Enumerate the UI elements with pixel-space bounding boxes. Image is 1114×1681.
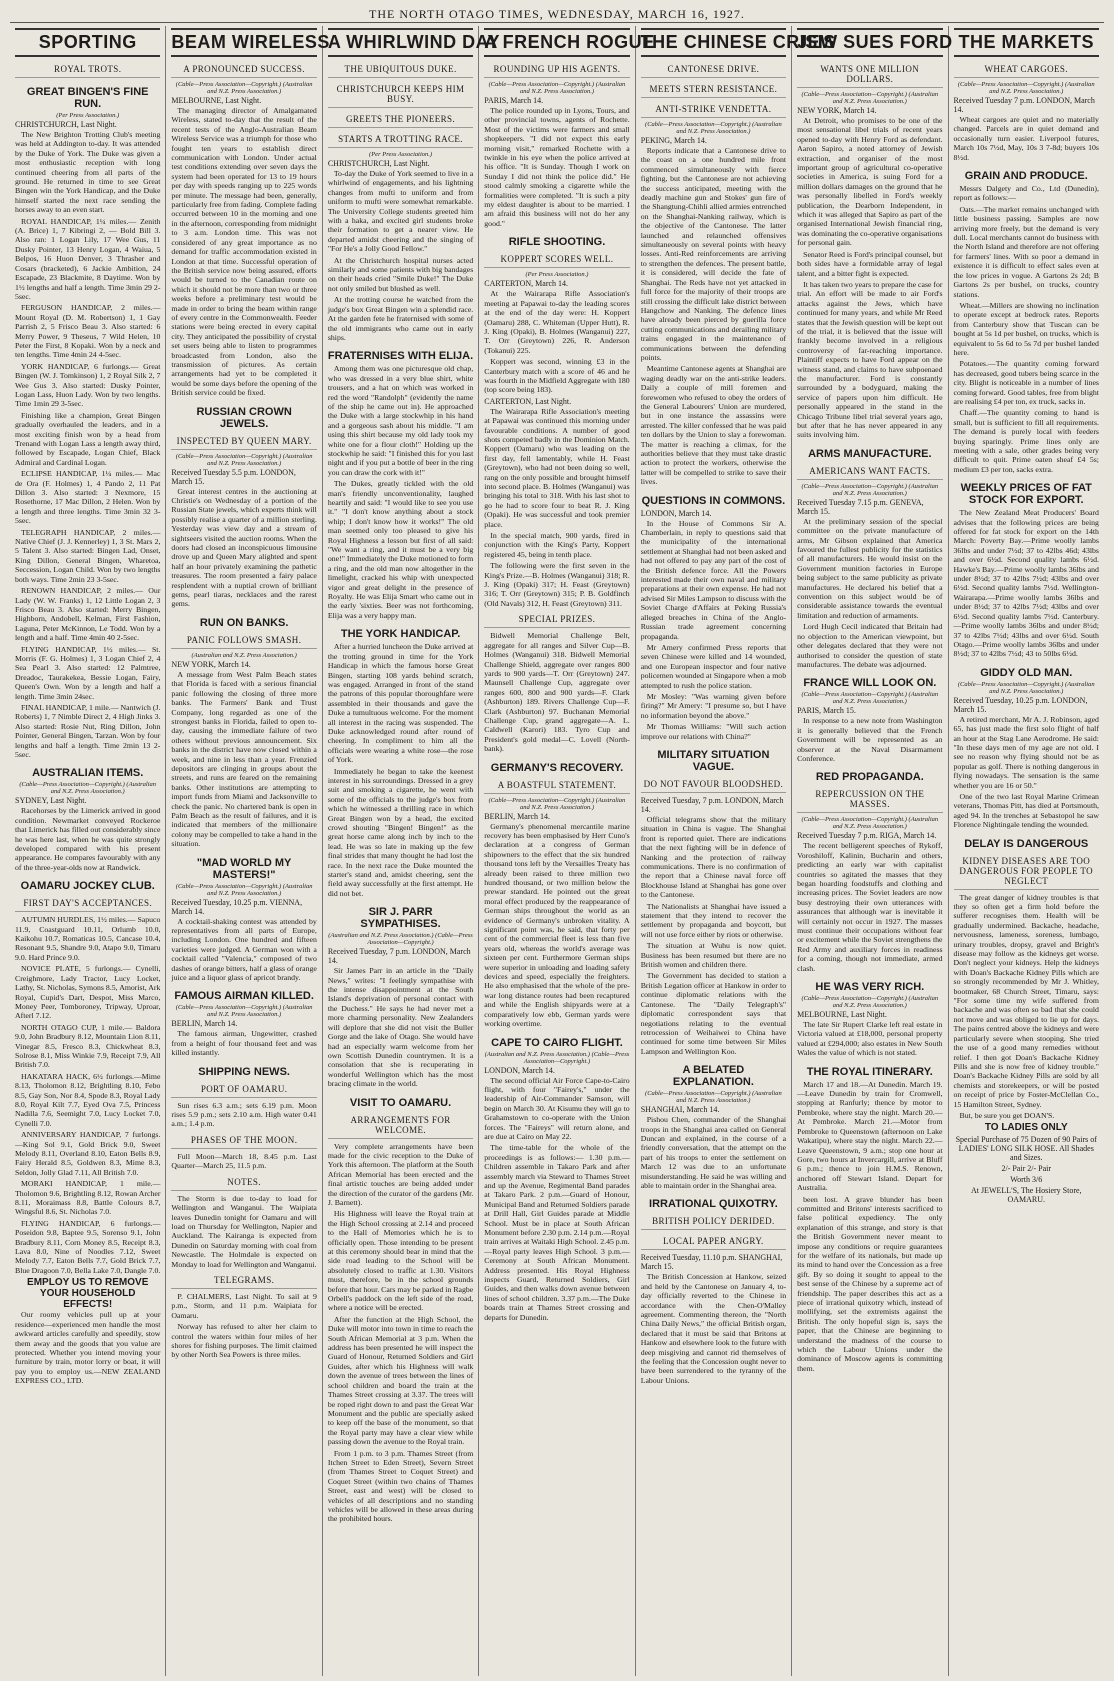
column-banner: SPORTING	[15, 28, 160, 57]
dateline: LONDON, March 14.	[640, 508, 712, 518]
article-paragraph: Bidwell Memorial Challenge Belt, aggregate for all ranges and Silver Cup—B. Holmes (Wanganui) 318. Bidwell Memorial Challenge Shield, aggregate over ranges 800 yards to 900 yards—T. Orr (Greytown) 247. Maunsell Challenge Cup, aggregate over ranges 600, 800 and 900 yards—F. Clark (Ashburton) 189. Rivers Challenge Cup—F. Clark (Ashburton) 97. Buchanan Memorial Challenge Cup, grand aggregate—A. L. Caldwell (Karori) 183. Tyro Cup and President's gold medal—C. Lovell (North-bank).	[484, 631, 630, 754]
subheading: KIDNEY DISEASES ARE TOO DANGEROUS FOR PEOPLE TO NEGLECT	[954, 853, 1099, 890]
article-heading: GREAT BINGEN'S FINE RUN.	[26, 86, 149, 110]
article-paragraph: Koppert was second, winning £3 in the Canterbury match with a score of 46 and he was fourth in the Midfield Aggregate with 180 (top score being 183).	[484, 357, 630, 395]
credit-line: (Cable—Press Association—Copyright.) (Australian and N.Z. Press Association.)	[175, 882, 313, 897]
article-paragraph: Mr Amery confirmed Press reports that seven Chinese were killed and 14 wounded, and one European inspector and four native policemen wounded at Singapore when a mob attempted to rush the police station.	[640, 642, 787, 690]
subheading: PANIC FOLLOWS SMASH.	[171, 632, 316, 649]
article-paragraph: The Government has decided to station a British Legation officer at Hankow in order to continue diplomatic relations with the Cantonese. The "Daily Telegraph's" diplomatic correspondent says that negotiations relating to the eventual retrocession of Weihaiwei to China have continued for some time between Sir Miles Lampson and Wellington Koo.	[640, 971, 787, 1056]
dateline: CHRISTCHURCH, Last Night.	[15, 120, 117, 129]
article-paragraph: Pishou Chen, commander of the Shanghai troops in the Shanghai area called on General Duncan and explained, in the course of a friendly conversation, that the attempt on the part of his troops to enter the settlement on March 12 was due to an unfortunate misunderstanding. He said he was willing and able to maintain order in the Shanghai area.	[640, 1115, 787, 1190]
article-heading: SIR J. PARR SYMPATHISES.	[360, 906, 441, 931]
column-3	[323, 26, 501, 1676]
credit-line: (Per Press Association.)	[525, 271, 589, 279]
article-paragraph: Chaff.—The quantity coming to hand is small, but is sufficient to fill all requirements. The demand is purely local with feeders buying sparingly. Prime lines only are meeting with a sale, other grades being very difficult to quit. Prime oaten sheaf £4 5s; medium £3 per ton, sacks extra.	[953, 408, 1099, 474]
column-banner: THE CHINESE CRISIS	[641, 28, 786, 57]
dateline: Received Tuesday, 10.25 p.m. LONDON, March 15.	[953, 695, 1088, 714]
article-paragraph: RENOWN HANDICAP, 2 miles.— Our Lady (W. W. Franks) 1, 12 Little Logan 2, 3 Frisco Beau 3. Also started: Merry Bingen, Highborn, Andobell, Kelman, First Fashion, Laguna, Peter McKinnon, Le Todd. Won by a length and a half. Time 4min 40 2-5sec.	[15, 586, 161, 643]
dateline: CARTERTON, March 14.	[484, 279, 569, 289]
column-banner: JEW SUES FORD	[797, 28, 942, 57]
article-heading: OAMARU JOCKEY CLUB.	[20, 880, 155, 893]
dateline: MELBOURNE, Last Night.	[797, 1010, 887, 1020]
dateline: CARTERTON, Last Night.	[484, 396, 572, 406]
article-paragraph: At the Christchurch hospital nurses acted similarly and some patients with big bandages on their heads cried "Smile Duke!" The Duke not only smiled but blushed as well.	[327, 255, 474, 293]
dateline: BERLIN, March 14.	[484, 811, 551, 821]
article-paragraph: FLYING HANDICAP, 1½ miles.— St. Morris (F. G. Holmes) 1, 3 Logan Chief 2, 4 Sea Pearl 3. Also started: 12 Palmtree, Dreadoc, Taurakekea, Bessie Logan, Fairy, Queen's Own. Won by a length and half a length. Time 3min 24sec.	[15, 644, 161, 701]
subheading: CHRISTCHURCH KEEPS HIM BUSY.	[328, 81, 473, 108]
article-paragraph: The New Zealand Meat Producers' Board advises that the following prices are being offered for fat stock for export on the 14th March: Poverty Bay.—Prime woolly lambs 36lbs and under 7½d; 37 to 42lbs 46d; 43lbs and over 6½d. Second quality lambs 6½d. Hawke's Bay.—Prime woolly lambs 36lbs and under 8½d; 37 to 42lbs 7½d; 43lbs and over 6½d. Second quality lambs 7½d. Wellington-Wairarapa.—Prime woolly lambs 36lbs and under 8½d; 37 to 42lbs 7½d; 43lbs and over 6½d. Second quality lambs 7½d. Canterbury.—Prime woolly lambs 36lbs and under 8½d; 37 to 42lbs 7½d; 43lbs and over 6½d. South Otago.—Prime woolly lambs 36lbs and under 8½d; 37 to 42lbs 7½d; 43 to 50lbs 6½d.	[953, 508, 1099, 659]
article-paragraph: One of the two last Royal Marine Crimean veterans, Thomas Pitt, has died at Portsmouth, aged 94. In the trenches at Sebastopol he saw Florence Nightingale tending the wounded.	[953, 791, 1099, 830]
advert-title: TO LADIES ONLY	[984, 1122, 1068, 1134]
dateline: SYDNEY, Last Night.	[15, 796, 87, 806]
article-paragraph: A retired merchant, Mr A. J. Robinson, aged 65, has just made the first solo flight of half an hour at the Stag Lane Aerodrome. He said: "In these days men of my age are not old. I see no reason why flying should not be as popular as golf. There is nothing dangerous in flying nowadays. The sensation is the same whether you are 16 or 50."	[953, 714, 1099, 790]
article-paragraph: Meantime Cantonese agents at Shanghai are waging deadly war on the anti-strike leaders. Daily a couple of mill foremen and forewomen who refused to obey the orders of the General Labourers' Union are murdered, but in one instance the assassins were arrested. The killer confessed that he was paid ten dollars by the Union to slay a forewoman. The matter is reaching a climax, for the authorities believe that they must take drastic action to protect the workers, otherwise the latter will be compelled to strike to save their lives.	[640, 364, 787, 487]
article-paragraph: TELEGRAPH HANDICAP, 2 miles.— Native Chief (J. J. Kennerley) 1, 3 St. Mars 2, 5 Talent 3. Also started: Bingen Lad, Onset, King Dillon, General Bingen, Wharetoa, Seccession, Logan Child. Won by two lengths both ways. Time 2min 23 3-5sec.	[15, 527, 161, 584]
article-paragraph: At the trotting course he watched from the judge's box Great Bingen win a splendid race. At the garden fete he fraternised with some of the old immigrants who came out in early ships.	[327, 295, 474, 342]
article-paragraph: Our roomy vehicles pull up at your residence—experienced men handle the most awkward articles carefully and speedily, stow them away and the goods that you value are protected. Whether you intend moving your furniture by train, motor lorry or boat, it will pay you to employ us.—NEW ZEALAND EXPRESS CO., LTD.	[15, 1310, 161, 1386]
column-banner: A WHIRLWIND DAY	[328, 28, 473, 57]
article-paragraph: The Wairarapa Rifle Association's meeting at Papawai was continued this morning under favourable conditions. A number of good shots competed badly in the Dominion Match. Koppert (Oamaru) who was leading on the first day, fell lamentably, while H. Feast (Greytown), who had not been doing so well, rang on the only possible and brought himself into second place. B. Holmes (Wanganui) was bringing his total to 318. With his last shot to go he had to score four to beat R. J. King (Opaki). He was successful and took premier place.	[484, 406, 630, 529]
article-paragraph: In the special match, 900 yards, fired in conjunction with the King's Party, Koppert registered 45, being in tenth place.	[484, 531, 630, 559]
article-paragraph: Wheat cargoes are quiet and no materially changed. Parcels are in quiet demand and occasionally turn easier. Liverpool futures, March 10s 7½d, May, 10s 3 7-8d; buyers 10s 8½d.	[953, 115, 1099, 162]
article-paragraph: Potatoes.—The quantity coming forward has decreased, good tubers being scarce in the city. Blight is noticeable in a number of lines coming forward. Good tables, free from blight are realising £4 per ton, ex truck, sacks in.	[953, 359, 1099, 406]
dateline: BERLIN, March 14.	[171, 1019, 238, 1029]
dateline: NEW YORK, March 14.	[171, 659, 251, 669]
article-paragraph: After a hurried luncheon the Duke arrived at the trotting ground in time for the York Handicap in which the famous horse Great Bingen, starting 108 yards behind scratch, was engaged. Arranged in front of the stand the patrons of this popular thoroughfare were assembled in their thousands and gave the Duke a tumultuous welcome. For the moment all interest in the racing was suspended. The Duke acknowledged round after round of cheering. In compliment to him all the officials were wearing a white rose—the rose of York.	[327, 642, 474, 765]
credit-line: (Cable—Press Association—Copyright.) (Australian and N.Z. Press Association.)	[488, 81, 626, 95]
article-paragraph: Lord Hugh Cecil indicated that Britain had no objection to the American viewpoint, but other delegates declared that they were not authorised to consider the question of state manufactures. The debate was adjourned.	[797, 622, 943, 669]
article-heading: "MAD WORLD MY MASTERS!"	[196, 856, 292, 881]
article-heading: ARMS MANUFACTURE.	[808, 447, 932, 460]
credit-line: (Cable—Press Association—Copyright.) (Australian and N.Z. Press Association.)	[645, 121, 782, 135]
article-heading: FAMOUS AIRMAN KILLED.	[174, 990, 314, 1003]
subheading: PORT OF OAMARU.	[171, 1081, 316, 1098]
article-heading: RUN ON BANKS.	[199, 616, 289, 629]
article-paragraph: The following were the first seven in the King's Prize.—B. Holmes (Wanganui) 318; R. J. King (Opaki) 317; H. Feast (Greytown) 316; T. Orr (Greytown) 315; P. B. Goldfinch (Old Navals) 312, H. Feast (Greytown) 311.	[484, 561, 630, 608]
article-paragraph: Germany's phenomenal mercantile marine recovery has been emphasised by Herr Cuno's declaration at a congress of German shipowners to the effect that the six hundred thousand tons left by the Versailles Treaty has already been raised to three million two hundred thousand, or two million below the prewar standard. He pointed out the great moral effect produced by the reappearance of German ships throughout the world as an evidence of Germany's unbroken vitality. A significant point was, he said, that forty per cent of the commercial fleet is less than five years old, whereas the world's average was sixteen per cent. Furthermore German ships were superior in unloading and loading safety devices and speed, especially the freighters. He also emphasised that the whole of the pre-war long distance routes had been recaptured and while the English shipyards were at a comparatively low ebb, German yards were working overtime.	[484, 821, 630, 1029]
article-paragraph: Senator Reed is Ford's principal counsel, but both sides have a formidable array of legal talent, and a bitter fight is expected.	[797, 249, 943, 278]
article-paragraph: FLYING HANDICAP, 6 furlongs.— Poseidon 9.8, Baptee 9.5, Sorenso 9.1, John Bradbury 8.11, Corn Money 8.5, Receipt 8.3, Lava 8.0, Nine of Noodles 7.12, Sweet Melody 7.7, Eaton Bells 7.7, Gold Brick 7.7, Blue Dragoon 7.0, Bella Lake 7.0, Dangle 7.0.	[15, 1218, 161, 1275]
dateline: Received Tuesday, 10.25 p.m. VIENNA, March 14.	[171, 897, 303, 916]
article-paragraph: FERGUSON HANDICAP, 2 miles.— Mount Royal (D. M. Robertson) 1, 1 Gay Parrish 2, 5 Frisco Beau 3. Also started: 6 Merry Power, 9 Theseus, 7 Wild Helen, 10 Peter the First, 8 Kopaki. Won by a neck and ten lengths. Time 4min 24 4-5sec.	[15, 303, 161, 360]
dateline: Received Tuesday 7 p.m. RIGA, March 14.	[797, 831, 937, 841]
article-paragraph: Sir James Parr in an article in the "Daily News," writes: "I feelingly sympathise with the intense disappointment at the South Island's deprivation of personal contact with the Duchess." He says he had never met a more charming personality. New Zealanders will deplore that she did not visit the Buller Gorge and the lake of Otago. She would have had an especially warm welcome from her own Scottish Dunedin countrymen. It is a consolation that she is recuperating in wonderful Wellington which has the most bracing climate in the world.	[327, 966, 474, 1089]
article-paragraph: At the Wairarapa Rifle Association's meeting at Papawai to-day the leading scores at the end of the day were: H. Koppert (Oamaru) 288, C. Whiteman (Upper Hutt), R. J. King (Opaki), B. Holmes (Wanganui) 227, T. Orr (Greytown) 226, R. Anderson (Tokanui) 225.	[484, 289, 630, 355]
subheading: A BOASTFUL STATEMENT.	[484, 777, 629, 794]
credit-line: (Cable—Press Association—Copyright.) (Australian and N.Z. Press Association.)	[488, 796, 626, 811]
article-paragraph: The Nationalists at Shanghai have issued a statement that they intend to recover the settlement by propaganda and boycott, but will not use force either by riots or otherwise.	[640, 901, 787, 939]
credit-line: (Cable—Press Association—Copyright.) (Australian and N.Z. Press Association.)	[801, 995, 939, 1010]
subheading: ARRANGEMENTS FOR WELCOME.	[328, 1112, 473, 1139]
dateline: PARIS, March 14.	[484, 96, 544, 105]
article-paragraph: The great danger of kidney troubles is that they so often get a firm hold before the sufferer recognises them. Health will be gradually undermined. Backache, headache, nervousness, lameness, soreness, lumbago, urinary troubles, dropsy, gravel and Bright's disease may follow as the kidneys get worse. Don't neglect your kidneys. Help the kidneys with Doan's Backache Kidney Pills which are so strongly recommended by Mr J. Whitley, bootmaker, 68 Church Street, Timaru, says: "For some time my wife suffered from backache and was often so bad that she could not move and was obliged to lie up for days. The pains centred above the kidneys and were particularly severe when stooping. She tried the use of a good many remedies without relief. I then got Doan's Backache Kidney Pills and she is now free of kidney trouble." Doan's Backache Kidney Pills are sold by all chemists and storekeepers, or will be posted on receipt of price by Foster-McClellan Co., 15 Hamilton Street, Sydney.	[953, 892, 1099, 1109]
article-paragraph: Oats.—The market remains unchanged with little business passing. Samples are now arriving more freely, but the demand is very dull. Local merchants cannot do business with the North Island and therefore are not offering for farmers' lines. With so poor a demand in existence it is difficult to effect sales even at the low prices in vogue. A Gartons 2s 2d; B Gartons 2s per bushel, on trucks, country stations.	[953, 204, 1099, 299]
article-paragraph: AUTUMN HURDLES, 1½ miles.— Sapuco 11.9, Coastguard 10.11, Orlumb 10.0, Kaikohu 10.7, Romaticas 10.5, Cancase 10.4, Resonant 9.5, Shandre 9.0, Atapo 9.0, Timaru 9.0. Hard Prince 9.0.	[15, 915, 161, 962]
article-heading: CAPE TO CAIRO FLIGHT.	[491, 1036, 623, 1049]
subheading: ROYAL TROTS.	[15, 61, 160, 78]
article-heading: DELAY IS DANGEROUS	[964, 837, 1089, 850]
article-paragraph: Racehorses by the Limerick arrived in good condition. Newmarket conveyed Rockeroe that Limerick has filled out considerably since he was here last, when he was quite strongly developed compared with his present appearance. He compares favourably with any of the three-year-olds now at Randwick.	[15, 806, 161, 872]
article-paragraph: NORTH OTAGO CUP, 1 mile.— Baldora 9.0, John Bradbury 8.12, Mountain Lion 8.11, Vinegar 8.5, Fresco 8.3, Chickwheat 8.3, Solrose 8.1, Miss Winkie 7.9, Receipt 7.9, All British 7.0.	[15, 1022, 161, 1070]
dateline: Received Tuesday, 7 p.m. LONDON, March 14.	[327, 947, 471, 966]
article-paragraph: A cocktail-shaking contest was attended by representatives from all parts of Europe, including London. One hundred and fifteen varieties were judged. A German won with a cocktail called "Valencia," composed of two dashes of orange bitters, half a glass of orange juice and a liquor glass of apricot brandy.	[171, 916, 317, 983]
advert-line: At JEWELL'S, The Hosiery Store, OAMARU.	[970, 1186, 1082, 1205]
article-paragraph: His Highness will leave the Royal train at the High School crossing at 2.14 and proceed to the Hall of Memories which he is to officially open. Those intending to be present at this ceremony should bear in mind that the side road leading to the School will be absolutely closed to traffic at 1.30. Visitors must, therefore, be in the school grounds before that hour. Cars may be parked in Ragbe Orbell's paddock on the left side of the road, where a notice will be erected.	[327, 1209, 474, 1313]
article-paragraph: NOVICE PLATE, 5 furlongs.— Cynelli, Creighmore, Lady Tractor, Lucy Locket, Lathy, St. Nicholas, Symons 8.5, Amorist, Ark Royal, Cupid's Dart, Despot, Miss Marco, Money Peer, Tomboroney, Tripway, Uproar, Afterl 7.12.	[15, 964, 161, 1021]
article-paragraph: Reports indicate that a Cantonese drive to the coast on a one hundred mile front commenced simultaneously with fierce fighting, but the Cantonese are not achieving the success anticipated, meeting with the deadly machine gun and Stokes' gun fire of the Shangtung-Chihli allied armies entrenched on the Shanghai-Nanking railway, which is the objective of the Cantonese. The latter launched and relaunched offensives simultaneously on several points with heavy losses. Anti-Red reinforcements are arriving to strengthen the defences. The present battle, it is considered, will decide the fate of Shanghai. The Reds have not yet attacked in full force for the majority of their troops are still crossing the difficult lake district between Hangchow and Nanking. The defence lines have already been pierced by guerilla force cutting communications and derailing military trains engaged in the maintenance of communications between the defending points.	[640, 146, 787, 362]
article-heading: A BELATED EXPLANATION.	[672, 1064, 754, 1089]
article-paragraph: Very complete arrangements have been made for the civic reception to the Duke of York this afternoon. The platform at the South African Memorial has been erected and the final artistic touches are being added under the direction of the curator of the gardens (Mr. J. Barnett).	[327, 1141, 474, 1207]
column-banner: A FRENCH ROGUE	[484, 28, 629, 57]
credit-line: (Cable—Press Association—Copyright.) (Australian and N.Z. Press Association.)	[175, 81, 313, 95]
article-heading: GRAIN AND PRODUCE.	[964, 170, 1088, 183]
article-paragraph: ECLIPSE HANDICAP, 1¼ miles.— Mac de Ora (F. Holmes) 1, 4 Pando 2, 11 Pat Dillon 3. Also started: 3 Nexmore, 15 Rosethorne, 17 Mac Dillon, 2 Helen. Won by a length and three lengths. Time 3min 32 3-5sec.	[15, 469, 161, 526]
article-paragraph: A message from West Palm Beach states that Florida is faced with a serious financial panic following the closing of three more banks. The Farmers' Bank and Trust Company, long regarded as one of the strongest banks in Florida, failed to open to-day, causing the immediate failure of two others without previous announcement. Six banks in the district have now closed within a week, and nine in less than a year. Frenzied depositors are clinging in groups about the streets, and runs are feared on the remaining banks. Other institutions are attempting to import funds from Miami and Jacksonville to check the panic. No chartered bank is open in Palm Beach as the result of failures, and it is indicated that members of the millionaire colony may be compelled to take a hand in the situation.	[171, 669, 317, 849]
article-paragraph: March 17 and 18.—At Dunedin. March 19.—Leave Dunedin by train for Cromwell, stopping at Ranfurly; thence by motor to Pembroke, where stay the night. March 20.—At Pembroke. March 21.—Motor from Pembroke to Queenstown (afternoon on Lake Wakatipu), where stay the night. March 22.—Leave Queenstown, 9 a.m.; stop one hour at Gore, two hours at Invercargill, arrive at Bluff 6 p.m.; thence to join H.M.S. Renown, anchored off Stewart Island. Depart for Australia.	[797, 1079, 943, 1193]
column-4	[479, 26, 655, 1676]
article-paragraph: At the preliminary session of the special committee on the private manufacture of arms, Mr Gibson explained that America favoured the fullest publicity for the statistics of all manufacturers. He would insist on the Government munition factories in Europe being subject to the same publicity as private manufactures. He declared his belief that a convention on this subject would be of considerable assistance towards the eventual limitation and reduction of armaments.	[797, 516, 943, 620]
subheading: ANTI-STRIKE VENDETTA.	[641, 101, 786, 118]
column-7	[949, 26, 1104, 1676]
article-paragraph: The second official Air Force Cape-to-Cairo flight, with four "Fairey's," under the leadership of Air-Commander Samson, will begin on March 30. At Kisumu they will go to Grahamstown to co-operate with the Union forces. The "Faireys" will return alone, and are due at Cairo on May 22.	[484, 1075, 630, 1141]
article-paragraph: At Detroit, who promises to be one of the most sensational libel trials of recent years opened to-day with Henry Ford as defendant. Aaron Sapiro, a noted attorney of Jewish extraction, and organiser of the most important group of agricultural co-operative societies in America, is suing Ford for a million dollars damages on the ground that he was personally libelled in Ford's weekly publication, the Dearborn Independent, in which it was alleged that Sapiro as part of the organised International Jewish financial ring, was dominating the co-operative organisations for personal gain.	[797, 116, 943, 248]
article-heading: RED PROPAGANDA.	[815, 771, 924, 784]
subheading: GREETS THE PIONEERS.	[328, 111, 473, 128]
article-paragraph: The situation at Wuhu is now quiet. Business has been resumed but there are no British women and children there.	[640, 941, 787, 970]
article-paragraph: P. CHALMERS, Last Night. To sail at 9 p.m., Storm, and 11 p.m. Waipiata for Oamaru.	[171, 1291, 317, 1320]
article-paragraph: The late Sir Rupert Clarke left real estate in Victoria valued at £18,000, personal property valued at £294,000; also estates in New South Wales the value of which is not stated.	[797, 1020, 943, 1058]
article-heading: VISIT TO OAMARU.	[349, 1096, 452, 1109]
credit-line: (Per Press Association.)	[369, 151, 433, 158]
article-heading: IRRATIONAL QUIXOTRY.	[649, 1198, 778, 1211]
article-heading: RIFLE SHOOTING.	[508, 236, 606, 249]
article-paragraph: ROYAL HANDICAP, 1¼ miles.— Zenith (A. Brice) 1, 7 Kibringi 2, — Bold Bill 3. Also ran: 1 Logan Lily, 17 Wee Gus, 11 Dusky Pointer, 13 Henry Logan, 4 Waiua, 5 Belpos, 16 Huon Denver, 3 Thrasher and Cosars (bracketed), 6 Jackie Ambition, 24 Escapade, 23 Blackmite, 8 Daytime. Won by 1½ lengths and half a length. Time 3min 29 2-5sec.	[15, 216, 161, 301]
credit-line: (Australian and N.Z. Press Association.)	[191, 651, 297, 659]
article-heading: FRATERNISES WITH ELIJA.	[327, 350, 474, 363]
dateline: Received Tuesday 5.5 p.m. LONDON, March 15.	[171, 467, 296, 486]
credit-line: (Australian and N.Z. Press Association.) (Cable—Press Association—Copyright.)	[328, 932, 473, 947]
article-paragraph: MORAKI HANDICAP, 1 mile.— Tholomon 9.6, Brightling 8.12, Rowan Archer 8.11, Moraimass 8.8, Battle Colours 8.7, Wingsful 8.6, St. Nicholas 7.0.	[15, 1179, 161, 1217]
dateline: Received Tuesday 7 p.m. LONDON, March 14.	[953, 96, 1095, 114]
article-heading: THE ROYAL ITINERARY.	[806, 1065, 933, 1078]
dateline: Received Tuesday 7.15 p.m. GENEVA, March 15.	[797, 497, 924, 516]
article-paragraph: To-day the Duke of York seemed to live in a whirlwind of engagements, and his lightning changes from mufti to uniform and from uniform to mufti were somewhat remarkable. The University College students greeted him with a haka, and excited girl students broke their formation to get a nearer view. He departed amidst cheering and the singing of "For He's a Jolly Good Fellow."	[327, 169, 474, 254]
article-paragraph: Wheat.—Millers are showing no inclination to operate except at bedrock rates. Reports from Canterbury show that Tuscan can be bought at 5s 1d per bushel, on trucks, which is equivalent to 5s 6d to 5s 7d per bushel landed here.	[953, 300, 1099, 357]
article-paragraph: The British Concession at Hankow, seized and held by the Cantonese on January 4, to-day officially reverted to the Chinese in accordance with the Chen-O'Malley agreement. Commenting thereon, the "North China Daily News," the official British organ, declared that it must be said that Britons at Hankow and elsewhere look to the future with deep misgiving and cannot rid themselves of the feeling that the Concession ought never to have been surrendered to the tyranny of the Labour Unions.	[640, 1272, 787, 1385]
article-heading: GERMANY'S RECOVERY.	[490, 761, 624, 774]
article-paragraph: Norway has refused to alter her claim to control the waters within four miles of her shores for fishing purposes. The limit claimed by other North Sea Powers is three miles.	[171, 1322, 317, 1360]
article-heading: SHIPPING NEWS.	[198, 1065, 290, 1078]
article-paragraph: The Dukes, greatly tickled with the old man's friendly unconventionality, laughed heartily and said: "I would like to see you use it." "I don't know anything about a stock whip; I don't know how it works!" The old man seemed only too pleased to give his Royal Highness a lesson but first of all said: "We want a ring, and it must be a very big one!" Immediately the Duke motioned to form a ring, and the old man now altogether in the limelight, cracked his whip with unexpected vigor and great delight in the presence of Royalty. He was Elija Smart who came out in the early 'sixties. Beer was not forthcoming, Elija was a very happy man.	[327, 479, 474, 620]
advert-title: EMPLOY US TO REMOVE YOUR HOUSEHOLD EFFECTS!	[27, 1277, 149, 1311]
credit-line: (Australian and N.Z. Press Association.) (Cable—Press Association—Copyright.)	[484, 1050, 630, 1065]
column-1	[10, 26, 166, 1676]
article-paragraph: Sun rises 6.3 a.m.; sets 6.19 p.m. Moon rises 5.9 p.m.; sets 2.10 a.m. High water 0.41 a.m.; 1.4 p.m.	[171, 1100, 317, 1129]
article-heading: GIDDY OLD MAN.	[980, 666, 1073, 679]
subheading: MEETS STERN RESISTANCE.	[641, 81, 786, 98]
article-paragraph: Mr Mosley: "Was warning given before firing?" Mr Amery: "I presume so, but I have no information beyond the above."	[640, 691, 787, 720]
credit-line: (Cable—Press Association—Copyright.) (Australian and N.Z. Press Association.)	[801, 691, 939, 706]
credit-line: (Cable—Press Association—Copyright.) (Australian and N.Z. Press Association.)	[175, 452, 313, 467]
article-heading: RUSSIAN CROWN JEWELS.	[196, 405, 292, 430]
article-paragraph: In the House of Commons Sir A. Chamberlain, in reply to questions said that the municipality of the international settlement at Shanghai had not been asked and had not offered to pay any part of the cost of the British defence force. All the Powers interested made their own naval and military preparations at their own expense. He had not advised Sir Miles Lampson to discuss with the Soviet Charge d'Affairs at Peking Russia's alleged breaches in China of the Anglo-Russian trade agreement concerning propaganda.	[640, 518, 787, 641]
article-paragraph: Full Moon—March 18, 8.45 p.m. Last Quarter—March 25, 11.5 p.m.	[171, 1151, 317, 1171]
column-6	[792, 26, 953, 1676]
credit-line: (Cable—Press Association—Copyright.) (Australian and N.Z. Press Association.)	[175, 1004, 313, 1019]
column-banner: THE MARKETS	[954, 28, 1099, 57]
subheading: CANTONESE DRIVE.	[641, 61, 786, 78]
subheading: THE UBIQUITOUS DUKE.	[328, 61, 473, 78]
dateline: NEW YORK, March 14.	[797, 106, 877, 115]
article-paragraph: After the function at the High School, the Duke will motor into town in time to reach the South African Memorial at 3 p.m. When the address has been presented he will inspect the Guard of Honour, Returned Soldiers and Girl Guides, after which his Highness will walk down the avenue of trees between the lines of school children and board the train at the Thames Street crossing at 3.37. The trees will be roped right down to and past the Great War Monument and the public are specially asked to keep off the base of the monument, so that the Royal party may have a clear view while passing down the avenue to the Royal train.	[327, 1314, 474, 1447]
dateline: CHRISTCHURCH, Last Night.	[327, 159, 430, 168]
article-paragraph: The Storm is due to-day to load for Wellington and Wanganui. The Waipiata leaves Dunedin tonight for Oamaru and will load on Thursday for Wellington, Napier and Auckland. The Kairanga is expected from Dunedin on Saturday morning with coal from Newcastle. The Holmdale is expected on Monday to load for Wellington and Wanganui.	[171, 1193, 317, 1269]
dateline: SHANGHAI, March 14.	[640, 1105, 720, 1115]
article-paragraph: Finishing like a champion, Great Bingen gradually overhauled the leaders, and in a most exciting finish won by a head from Trenand with Logan Lass a length away third, followed by Escapade, Logan Chief, Black Admiral and Cardinal Logan.	[15, 410, 161, 467]
article-paragraph: ANNIVERSARY HANDICAP, 7 furlongs.—King Sol 9.1, Gold Brick 9.0, Sweet Melody 8.11, Overland 8.10, Eaton Bells 8.9, Fairy Herald 8.5, Goldwen 8.3, Mime 8.3, Seldon, Jolly Glad 7.11, All British 7.0.	[15, 1130, 161, 1177]
credit-line: (Per Press Association.)	[56, 112, 120, 119]
subheading: SPECIAL PRIZES.	[484, 611, 629, 628]
article-paragraph: But, be sure you get DOAN'S.	[959, 1110, 1055, 1120]
credit-line: (Cable—Press Association—Copyright.) (Australian and N.Z. Press Association.)	[645, 1090, 782, 1105]
subheading: FIRST DAY'S ACCEPTANCES.	[15, 895, 160, 912]
article-heading: HE WAS VERY RICH.	[815, 981, 925, 994]
credit-line: (Cable—Press Association—Copyright.) (Australian and N.Z. Press Association.)	[957, 81, 1095, 95]
article-paragraph: The managing director of Amalgamated Wireless, stated to-day that the result of the recent tests of the Anglo-Australian Beam Wireless Service was a triumph for those who fought ten years to establish direct communication with London. Under actual test conditions extending over seven days the system had been operated for 13 to 19 hours per day with speeds ranging up to 225 words per minute. The message had been, generally, particularly free from fading. Complete fading occurred between 10 in the morning and one in the afternoon, corresponding from midnight to 3 a.m. London time. This was not considered of any great importance as no demand for traffic accommodation existed in London at that time. Successful operation of the British service now being assured, efforts would be turned to the Canadian route on which it should not be more than two or three weeks before a preliminary test would be made in order to bring the beam within range of every centre in the Commonwealth. Feeder stations were being erected in every capital city. They anticipated the possibility of crystal set users being able to listen to programmes broadcasted from London, also the transmission of pictures. As certain arrangements had yet to be completed it would be some days before the opening of the British service could be fixed.	[171, 106, 317, 398]
subheading: TELEGRAMS.	[171, 1272, 316, 1289]
subheading: AMERICANS WANT FACTS.	[797, 463, 942, 480]
article-paragraph: The time-table for the whole of the proceedings is as follows:— 1.30 p.m.—Children assemble in Takaro Park and after assembly march via Steward to Thames Street and up the Avenue, Regimental Band parades at Takaro Park. 2 p.m.—Guard of Honour, Municipal Band and Returned Soldiers parade at Drill Hall, Girl Guides parade at Middle School. Must be in place at South African Monument before 2.30 p.m. 2.14 p.m.—Royal train arrives at Waitaki High School. 2.45 p.m.—Royal party leaves High School. 3 p.m.—Ceremony at South African Monument. Address presented. His Royal Highness inspects Guard, Returned Soldiers, Girl Guides, and then walks down avenue between lines of school children. 3.37 p.m.—The Duke boards train at Thames Street crossing and departs for Dunedin.	[484, 1143, 630, 1322]
article-paragraph: In response to a new note from Washington it is generally believed that the French Government will be represented as an observer at the Naval Disarmament Conference.	[797, 716, 943, 763]
dateline: PARIS, March 15.	[797, 706, 856, 716]
advert-line: Special Purchase of 75 Dozen of 90 Pairs of LADIES' LONG SILK HOSE. All Shades and Sizes.	[955, 1135, 1097, 1163]
subheading: STARTS A TROTTING RACE.	[328, 131, 473, 148]
dateline: Received Tuesday, 7 p.m. LONDON, March 14.	[640, 795, 784, 814]
credit-line: (Cable—Press Association—Copyright.) (Australian and N.Z. Press Association.)	[957, 680, 1095, 695]
article-paragraph: The recent belligerent speeches of Rykoff, Voroshiloff, Kalinin, Bucharin and others, predicting an early war with capitalist countries so agitated the masses that they began hoarding foodstuffs and clothing and increasing prices. The Soviet leaders are now busy destroying their own utterances with assurances that although war is inevitable it will certainly not occur in 1927. The masses must continue their occupations without fear or excitement while the Soviet strengthens the Red Army and auxiliary forces in readiness for a coming, though not immediate, armed clash.	[797, 841, 943, 973]
column-container	[10, 26, 1104, 1676]
advert-line: 2/- Pair 2/- Pair	[1001, 1164, 1052, 1174]
subheading: KOPPERT SCORES WELL.	[484, 251, 629, 268]
article-heading: QUESTIONS IN COMMONS.	[641, 494, 786, 507]
article-paragraph: YORK HANDICAP, 6 furlongs.— Great Bingen (W. J. Tomkinson) 1, 2 Royal Silk 2, 7 Wee Gus 3. Also started: Dusky Pointer, Logan Lass, Huon Lady. Won by two lengths. Time 1min 29 3-5sec.	[15, 361, 161, 409]
article-paragraph: Among them was one picturesque old chap, who was dressed in a very blue shirt, white trousers, and a hat on which was worked in red the word "Randolph" (evidently the name of the ship he came out in). He approached the Duke with a large stockwhip in his hand and a gorgeous sash about his middle. "I am using this shirt because my old lady took my white one for a flour cloth!" Holding up the stockwhip he said: "I finished this for you last night and if you put a bottle of beer in the ring you can draw the cork with it!"	[327, 364, 474, 477]
subheading: WANTS ONE MILLION DOLLARS.	[797, 61, 942, 88]
article-paragraph: FINAL HANDICAP, 1 mile.— Nantwich (J. Roberts) 1, 7 Nimble Direct 2, 4 High Jinks 3. Also started: Rosie Nut, Ring Dillon, John Pointer, General Bingen, Tarzan. Won by four lengths and half a length. Time 2min 13 2-5sec.	[15, 702, 161, 759]
article-paragraph: HAKATARA HACK, 6½ furlongs.—Mime 8.13, Tholomon 8.12, Brightling 8.10, Febo 8.5, Gay Son, Nor 8.4, Spode 8.3, Royal Lady 8.0, Royal Kilt 7.7, Eyed Ova 7.5, Princess Nadilla 7.6, Seemight 7.0, Lucy Locket 7.0, Cynelli 7.0.	[15, 1071, 161, 1128]
column-banner: BEAM WIRELESS	[171, 28, 316, 57]
article-paragraph: Messrs Dalgety and Co., Ltd (Dunedin), report as follows:—	[953, 184, 1099, 203]
credit-line: (Cable—Press Association—Copyright.) (Australian and N.Z. Press Association.)	[801, 482, 939, 497]
subheading: BRITISH POLICY DERIDED.	[641, 1213, 786, 1230]
dateline: Received Tuesday, 11.10 p.m. SHANGHAI, March 15.	[640, 1253, 783, 1272]
article-paragraph: Mr Thomas Williams: "Will such action improve our relations with China?"	[640, 722, 787, 741]
subheading: REPERCUSSION ON THE MASSES.	[797, 786, 942, 813]
article-paragraph: From 1 p.m. to 3 p.m. Thames Street (from Itchen Street to Eden Street), Severn Street (from Thames Street to Coquet Street) and Coquet Street (within two chains of Thames Street, east and west) will be closed to vehicles of all descriptions and no standing vehicles will be allowed in these areas during the prohibited hours.	[327, 1448, 474, 1524]
article-paragraph: The New Brighton Trotting Club's meeting was held at Addington to-day. It was attended by the Duke of York. The Duke was given a most enthusiastic reception with long continued cheering from all parts of the ground. He returned in time to see Great Bingen win the York Handicap, and the Duke himself started the next race sending the horses away to an even start.	[15, 130, 161, 215]
article-heading: WEEKLY PRICES OF FAT STOCK FOR EXPORT.	[960, 482, 1092, 507]
article-paragraph: It has taken two years to prepare the case for trial. An effort will be made to air Ford's attacks against the Jews, which have continued for many years, and while Mr Reed states that the Jewish question will be kept out of the trial, it is believed that the issue will frankly become involved in a religious controversy of far-reaching importance. Plaintiff expects to have Ford appear on the witness stand, and claims to have subpoenaed the manufacturer. Ford is constantly surrounded by a bodyguard, making the service of papers upon him difficult. He personally appeared in the stand in the Chicago Tribune libel trial several years ago, but after that he has never appeared in any suits involving him.	[797, 279, 943, 440]
subheading: A PRONOUNCED SUCCESS.	[171, 61, 316, 78]
advert-line: Worth 3/6	[1010, 1175, 1043, 1185]
subheading: PHASES OF THE MOON.	[171, 1132, 316, 1149]
subheading: DO NOT FAVOUR BLOODSHED.	[641, 776, 786, 793]
article-paragraph: The famous airman, Ungewitter, crashed from a height of four thousand feet and was killed instantly.	[171, 1029, 317, 1058]
subheading: NOTES.	[171, 1174, 316, 1191]
article-heading: FRANCE WILL LOOK ON.	[803, 677, 937, 690]
article-heading: MILITARY SITUATION VAGUE.	[657, 748, 770, 773]
masthead: THE NORTH OTAGO TIMES, WEDNESDAY, MARCH 16, 1927.	[10, 6, 1104, 23]
article-paragraph: Official telegrams show that the military situation in China is vague. The Shanghai front is reported quiet. There are indications that the next fighting will be in defence of Nanking and the protection of railway communications. There is no confirmation of the report that a Chinese naval force off Blockhouse Island at Shanghai has gone over to the Cantonese.	[640, 814, 787, 900]
dateline: PEKING, March 14.	[640, 136, 707, 145]
dateline: LONDON, March 14.	[484, 1065, 555, 1075]
article-paragraph: Immediately he began to take the keenest interest in his surroundings. Dressed in a grey suit and smoking a cigarette, he went with some of the officials to the judge's box from which he witnessed a thrilling race in which Great Bingen won by a head, the excited crowd shouting "Bingen! Bingen!" as the great horse came along inch by inch to the lead. He was so late in making up the few final strides that many thought he had lost the race. In the next race the Duke mounted the starter's stand and, amidst cheering, sent the field away successfully at the first attempt. He did not bet.	[327, 766, 474, 898]
column-2	[166, 26, 330, 1676]
article-paragraph: The police rounded up in Lyons, Tours, and other provincial towns, agents of Rochette. Most of the victims were farmers and small shopkeepers. "I did not expect this early morning visit," remarked Rochette with a twinkle in his eye when the police arrived at his office. "It is Sunday. Though I work on Sunday I did not think the police did." He stood calmly smoking a cigarette while the formalities were completed. "It is such a pity my eldest daughter is about to be married. I am afraid this business will not do her any good."	[484, 106, 630, 228]
article-paragraph: been lost. A grave blunder has been committed and Britons' interests sacrificed to false political expediency. The only explanation of this strange, and story is that the British Government never meant to impose any conditions or require guarantees for the welfare of its nationals, but made up its mind to hand over the Concession as a free gift. By so doing it sought to appeal to the best sense of the Chinese by a supreme act of friendship. The paper describes this act as a piece of irrational quixotry which, instead of mollifying, set the extremists against the British. The only hopeful sign is, says the paper, that the Chinese are beginning to understand the madness of the course to which the Labour Unions under the dominance of Moscow agents is committing them.	[797, 1194, 943, 1373]
article-heading: THE YORK HANDICAP.	[340, 628, 461, 641]
credit-line: (Cable—Press Association—Copyright.) (Australian and N.Z. Press Association.)	[19, 781, 157, 796]
subheading: LOCAL PAPER ANGRY.	[641, 1233, 786, 1250]
subheading: WHEAT CARGOES.	[954, 61, 1099, 78]
article-paragraph: Great interest centres in the auctioning at Christie's on Wednesday of a portion of the Russian State jewels, which experts think will possibly realise a quarter of a million sterling. Yesterday was view day and a stream of sightseers visited the auction rooms. When the doors had closed an inconspicuous limousine drove up and Queen Mary alighted and spent half an hour privately examining the pathetic treasures. The room presented a fairy palace resplendent with a nuptial crown of brilliant gems, pearl tiaras, necklaces and the rarest gems.	[171, 486, 317, 609]
credit-line: (Cable—Press Association—Copyright.) (Australian and N.Z. Press Association.)	[801, 91, 939, 105]
credit-line: (Cable—Press Association—Copyright.) (Australian and N.Z. Press Association.)	[801, 816, 939, 831]
dateline: MELBOURNE, Last Night.	[171, 96, 262, 105]
subheading: ROUNDING UP HIS AGENTS.	[484, 61, 629, 78]
article-heading: AUSTRALIAN ITEMS.	[32, 767, 144, 780]
subheading: INSPECTED BY QUEEN MARY.	[171, 433, 316, 450]
